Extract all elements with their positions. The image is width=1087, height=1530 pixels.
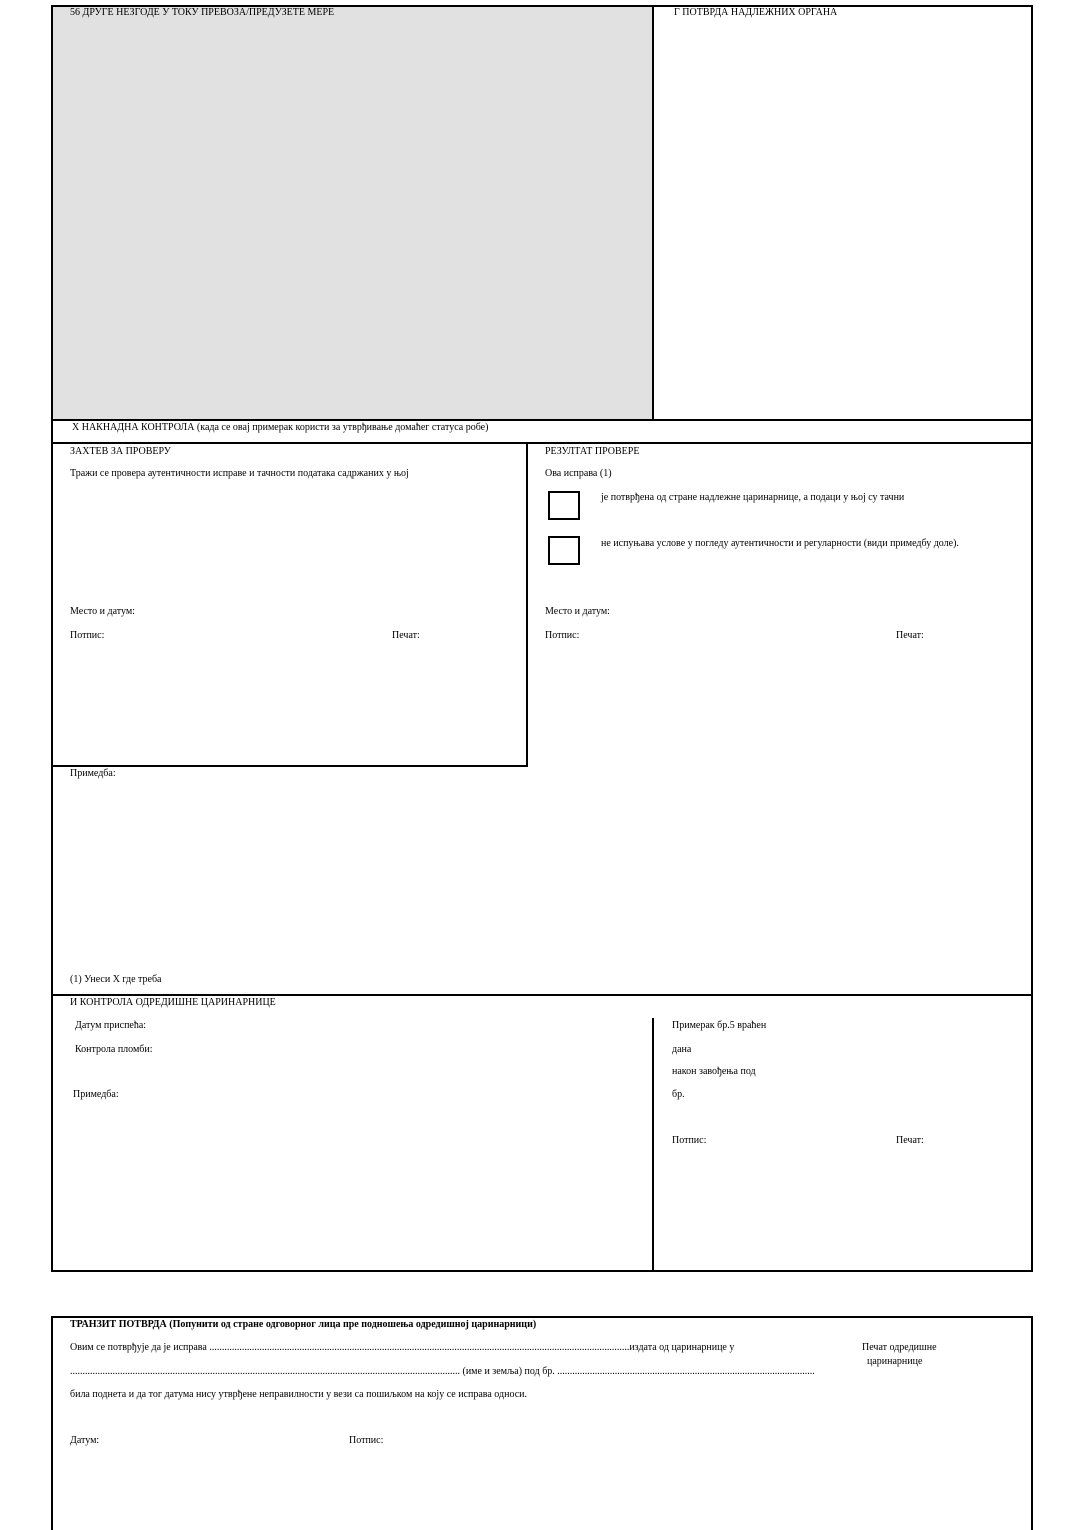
- result-stamp: Печат:: [896, 630, 924, 641]
- transit-stamp-line2: царинарнице: [867, 1356, 923, 1367]
- transit-right-border: [1031, 1316, 1033, 1530]
- transit-date: Датум:: [70, 1435, 100, 1446]
- after-registration-label: након завођења под: [672, 1066, 756, 1077]
- request-result-divider: [526, 442, 528, 767]
- remark-label: Примедба:: [70, 768, 116, 779]
- seal-check-label: Контрола пломби:: [75, 1044, 153, 1055]
- number-label: бр.: [672, 1089, 685, 1100]
- section-h-top-line: [51, 419, 1033, 421]
- result-option1-checkbox[interactable]: [548, 491, 580, 520]
- section-i-top-line: [51, 994, 1033, 996]
- box-g-label: Г ПОТВРДА НАДЛЕЖНИХ ОРГАНА: [674, 7, 838, 18]
- form-bottom-border: [51, 1270, 1033, 1272]
- request-stamp: Печат:: [392, 630, 420, 641]
- request-bottom-line: [51, 765, 528, 767]
- transit-line1: Овим се потврђује да је исправа ........................................................................................................................................................................издата од царинарнице у: [70, 1342, 735, 1353]
- result-place-date: Место и датум:: [545, 606, 610, 617]
- transit-left-border: [51, 1316, 53, 1530]
- request-signature: Потпис:: [70, 630, 105, 641]
- transit-line2: ............................................................................................................................................................ (име и земља) под бр. .......................................................................................................: [70, 1366, 815, 1377]
- transit-top-border: [51, 1316, 1033, 1318]
- section-i-signature: Потпис:: [672, 1135, 707, 1146]
- date-label: дана: [672, 1044, 692, 1055]
- transit-line3: била поднета и да тог датума нису утврђене неправилности у вези са пошиљком на коју се исправа односи.: [70, 1389, 527, 1400]
- section-h-bottom-line: [51, 442, 1033, 444]
- arrival-date-label: Датум приспећа:: [75, 1020, 147, 1031]
- section-i-divider: [652, 1018, 654, 1272]
- section-i-stamp: Печат:: [896, 1135, 924, 1146]
- request-text: Тражи се провера аутентичности исправе и тачности података садржаних у њој: [70, 468, 409, 479]
- transit-title: ТРАНЗИТ ПОТВРДА (Попунити од стране одговорног лица пре подношења одредишној царинарници): [70, 1319, 537, 1330]
- form-left-border: [51, 5, 53, 1272]
- result-signature: Потпис:: [545, 630, 580, 641]
- form-right-border: [1031, 5, 1033, 1272]
- section-h-label: Х НАКНАДНА КОНТРОЛА (када се овај примерак користи за утврђивање домаћег статуса робе): [72, 422, 489, 433]
- remark-footnote: (1) Унеси X где треба: [70, 974, 162, 985]
- box56-divider: [652, 5, 654, 420]
- copy-returned-label: Примерак бр.5 враћен: [672, 1020, 767, 1031]
- result-option2-checkbox[interactable]: [548, 536, 580, 565]
- transit-stamp-line1: Печат одредишне: [862, 1342, 937, 1353]
- box56-shaded-area: [53, 7, 652, 419]
- request-title: ЗАХТЕВ ЗА ПРОВЕРУ: [70, 446, 171, 457]
- result-intro: Ова исправа (1): [545, 468, 612, 479]
- result-title: РЕЗУЛТАТ ПРОВЕРЕ: [545, 446, 640, 457]
- box56-label: 56 ДРУГЕ НЕЗГОДЕ У ТОКУ ПРЕВОЗА/ПРЕДУЗЕТЕ МЕРЕ: [70, 7, 335, 18]
- transit-signature: Потпис:: [349, 1435, 384, 1446]
- result-option1-label: је потврђена од стране надлежне царинарнице, а подаци у њој су тачни: [601, 492, 905, 503]
- result-option2-label: не испуњава услове у погледу аутентичности и регуларности (види примедбу доле).: [601, 538, 959, 549]
- section-i-title: И КОНТРОЛА ОДРЕДИШНЕ ЦАРИНАРНИЦЕ: [70, 997, 276, 1008]
- section-i-remark-label: Примедба:: [73, 1089, 119, 1100]
- request-place-date: Место и датум:: [70, 606, 135, 617]
